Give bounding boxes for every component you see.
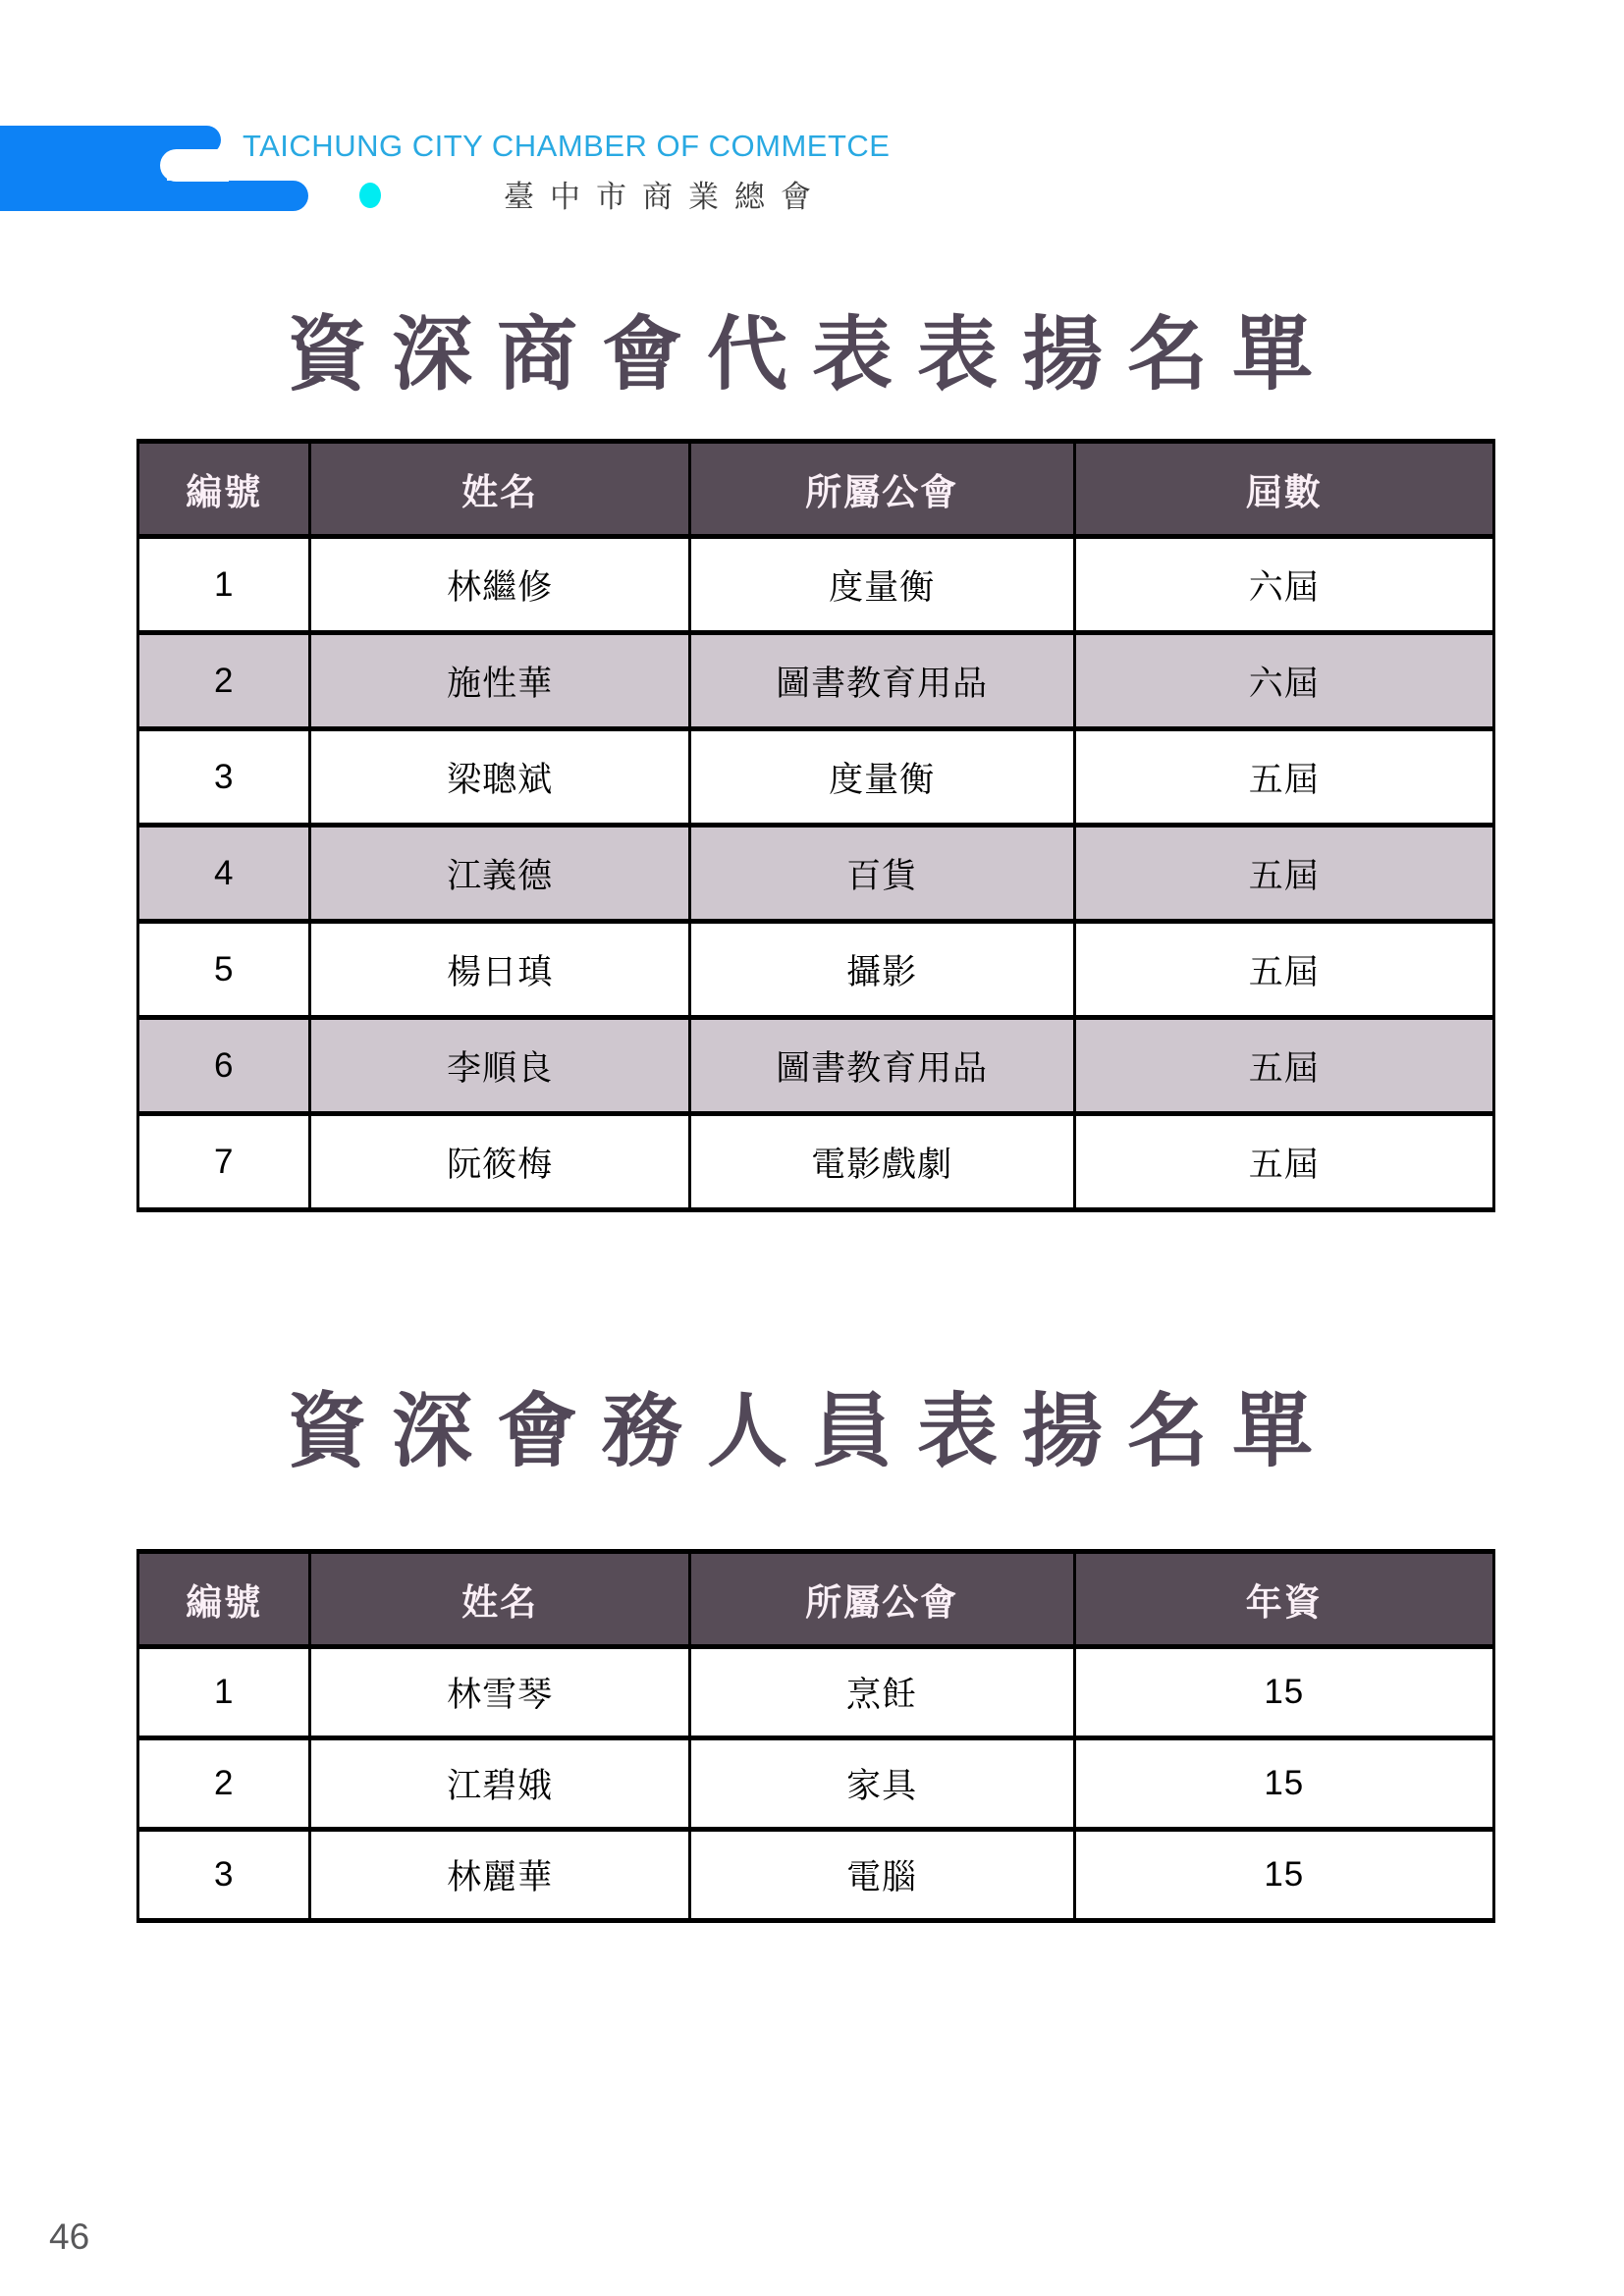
table-row [138,1830,1494,1921]
table-cell: 度量衡 [689,729,1074,826]
table-row [138,537,1494,633]
table-cell: 15 [1074,1830,1493,1921]
chamber-logo [0,124,891,222]
table-cell: 2 [138,1738,310,1830]
table-cell: 1 [138,537,310,633]
table-cell: 五屆 [1074,922,1493,1018]
table-cell: 15 [1074,1647,1493,1738]
table-cell: 電腦 [689,1830,1074,1921]
table-cell: 百貨 [689,826,1074,922]
table-cell: 林雪琴 [310,1647,689,1738]
table-cell: 梁聰斌 [310,729,689,826]
table-row [138,922,1494,1018]
page-number: 46 [49,2216,90,2257]
table-cell: 5 [138,922,310,1018]
column-header: 屆數 [1074,442,1493,537]
table-cell: 15 [1074,1738,1493,1830]
chamber-name-chinese: 臺中市商業總會 [504,180,827,214]
table-row [138,1114,1494,1210]
table-cell: 六屆 [1074,633,1493,729]
table-cell: 圖書教育用品 [689,1018,1074,1114]
table-row [138,1647,1494,1738]
column-header: 年資 [1074,1552,1493,1647]
table-cell: 楊日瑱 [310,922,689,1018]
column-header: 姓名 [310,1552,689,1647]
table-cell: 電影戲劇 [689,1114,1074,1210]
table-cell: 2 [138,633,310,729]
table-cell: 圖書教育用品 [689,633,1074,729]
table-cell: 五屆 [1074,1018,1493,1114]
table-cell: 江碧娥 [310,1738,689,1830]
column-header: 所屬公會 [689,1552,1074,1647]
table-cell: 李順良 [310,1018,689,1114]
table-row [138,633,1494,729]
table-cell: 烹飪 [689,1647,1074,1738]
table-cell: 五屆 [1074,826,1493,922]
table-cell: 1 [138,1647,310,1738]
table-cell: 五屆 [1074,729,1493,826]
section2-title: 資深會務人員表揚名單 [286,1387,1337,1476]
table-cell: 林麗華 [310,1830,689,1921]
section1-title: 資深商會代表表揚名單 [286,310,1337,400]
column-header: 所屬公會 [689,442,1074,537]
table-row [138,729,1494,826]
table-row [138,826,1494,922]
logo-cyan-dot-icon [359,183,381,208]
table-cell: 施性華 [310,633,689,729]
table-cell: 度量衡 [689,537,1074,633]
staff-table [136,1549,1495,1923]
representatives-table [136,439,1495,1212]
table-cell: 五屆 [1074,1114,1493,1210]
table-cell: 4 [138,826,310,922]
table-cell: 6 [138,1018,310,1114]
logo-shape-bottom-bar [0,181,308,211]
table-cell: 攝影 [689,922,1074,1018]
table-cell: 7 [138,1114,310,1210]
chamber-name-english: TAICHUNG CITY CHAMBER OF COMMETCE [243,129,891,163]
table-cell: 家具 [689,1738,1074,1830]
table-cell: 林繼修 [310,537,689,633]
table-row [138,1738,1494,1830]
table-header-row [138,1552,1494,1647]
table-header-row [138,442,1494,537]
column-header: 編號 [138,1552,310,1647]
column-header: 編號 [138,442,310,537]
logo-shape-notch [160,149,229,182]
table-cell: 3 [138,729,310,826]
column-header: 姓名 [310,442,689,537]
table-row [138,1018,1494,1114]
table-cell: 六屆 [1074,537,1493,633]
table-cell: 阮筱梅 [310,1114,689,1210]
table-cell: 江義德 [310,826,689,922]
table-cell: 3 [138,1830,310,1921]
